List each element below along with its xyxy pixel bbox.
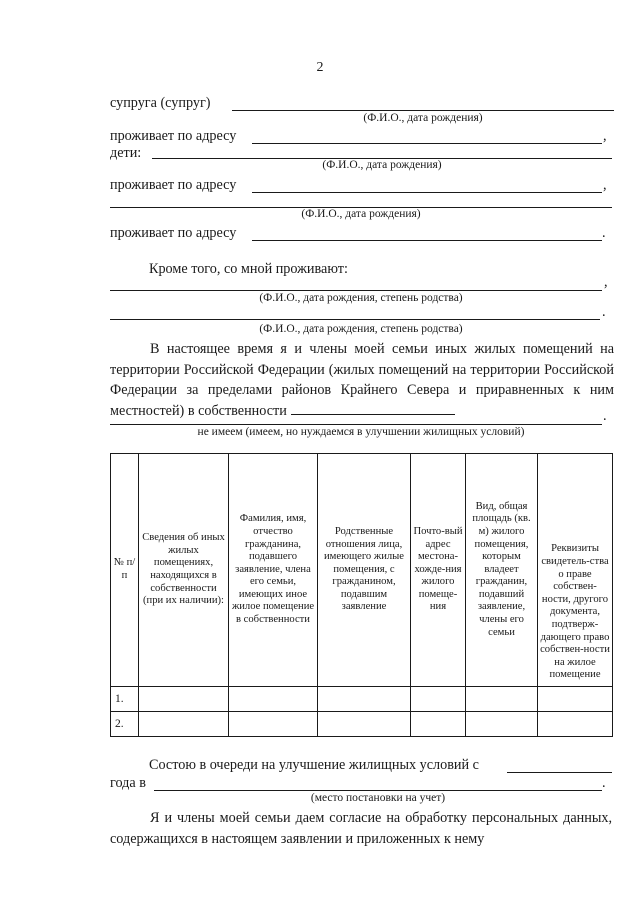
queue-line-2-prefix: года в [110, 775, 146, 791]
address-2-end: , [603, 177, 607, 193]
row-2-cell[interactable] [229, 712, 318, 737]
ownership-text: В настоящее время я и члены моей семьи иных жилых помещений на территории Российской Федерации (жилых помещений на территории Российской Федерации за пределами районов Крайнего Севера и приравненных к ним местностей) в собственности [110, 341, 614, 419]
row-2-number: 2. [111, 712, 139, 737]
ownership-field-2[interactable] [110, 424, 602, 425]
row-2-cell[interactable] [139, 712, 229, 737]
address-3-label: проживает по адресу [110, 225, 237, 241]
cohabitants-field-2[interactable] [110, 319, 600, 320]
address-1-label: проживает по адресу [110, 128, 237, 144]
ownership-caption: не имеем (имеем, но нуждаемся в улучшении жилищных условий) [197, 426, 525, 438]
table-row [111, 712, 613, 737]
row-1-cell[interactable] [411, 687, 466, 712]
ownership-field-1[interactable] [291, 402, 455, 415]
address-2-field[interactable] [252, 192, 602, 193]
header-relationship: Родственные отношения лица, имеющего жилые помещения, с гражданином, подавшим заявление [318, 454, 411, 687]
row-2-cell[interactable] [411, 712, 466, 737]
spouse-label: супруга (супруг) [110, 95, 211, 111]
cohabitants-caption-1: (Ф.И.О., дата рождения, степень родства) [259, 292, 463, 304]
address-1-end: , [603, 128, 607, 144]
row-1-number: 1. [111, 687, 139, 712]
children-label: дети: [110, 145, 142, 161]
row-1-cell[interactable] [466, 687, 538, 712]
row-1-cell[interactable] [139, 687, 229, 712]
address-2-label: проживает по адресу [110, 177, 237, 193]
row-1-cell[interactable] [318, 687, 411, 712]
header-number: № п/п [111, 454, 139, 687]
cohabitants-end-2: . [602, 304, 606, 320]
header-ownership-docs: Реквизиты свидетель-ства о праве собствен-ности, другого документа, подтверж-дающего право собствен-ности на жилое помещение [538, 454, 613, 687]
header-postal-address: Почто-вый адрес местона-хожде-ния жилого помеще-ния [411, 454, 466, 687]
housing-table [110, 453, 613, 737]
cohabitants-intro: Кроме того, со мной проживают: [149, 261, 348, 277]
row-1-cell[interactable] [229, 687, 318, 712]
consent-paragraph: Я и члены моей семьи даем согласие на обработку персональных данных, содержащихся в настоящем заявлении и приложенных к нему [110, 810, 612, 847]
header-other-housing: Сведения об иных жилых помещениях, находящихся в собственности (при их наличии): [139, 454, 229, 687]
cohabitants-caption-2: (Ф.И.О., дата рождения, степень родства) [259, 323, 463, 335]
ownership-paragraph [110, 339, 614, 421]
row-2-cell[interactable] [466, 712, 538, 737]
queue-line-1: Состою в очереди на улучшение жилищных условий с [149, 757, 479, 773]
row-2-cell[interactable] [538, 712, 613, 737]
cohabitants-field-1[interactable] [110, 290, 602, 291]
row-1-cell[interactable] [538, 687, 613, 712]
address-3-end: . [602, 225, 606, 241]
spouse-field[interactable] [232, 110, 614, 111]
children-caption-1: (Ф.И.О., дата рождения) [322, 159, 442, 171]
header-type-area: Вид, общая площадь (кв. м) жилого помещения, которым владеет гражданин, подавший заявление, члены его семьи [466, 454, 538, 687]
table-header-row [111, 454, 613, 687]
queue-date-field[interactable] [507, 772, 612, 773]
header-owner-name: Фамилия, имя, отчество гражданина, подавшего заявление, члена его семьи, имеющих иное жилое помещение в собственности [229, 454, 318, 687]
address-3-field[interactable] [252, 240, 602, 241]
row-2-cell[interactable] [318, 712, 411, 737]
page-number: 2 [316, 60, 324, 75]
queue-place-field[interactable] [154, 790, 602, 791]
children-caption-2: (Ф.И.О., дата рождения) [301, 208, 421, 220]
address-1-field[interactable] [252, 143, 602, 144]
table-row [111, 687, 613, 712]
cohabitants-end-1: , [604, 274, 608, 290]
queue-line-2-end: . [602, 775, 606, 791]
ownership-end: . [603, 408, 607, 424]
queue-caption: (место постановки на учет) [310, 792, 446, 804]
spouse-caption: (Ф.И.О., дата рождения) [363, 112, 483, 124]
